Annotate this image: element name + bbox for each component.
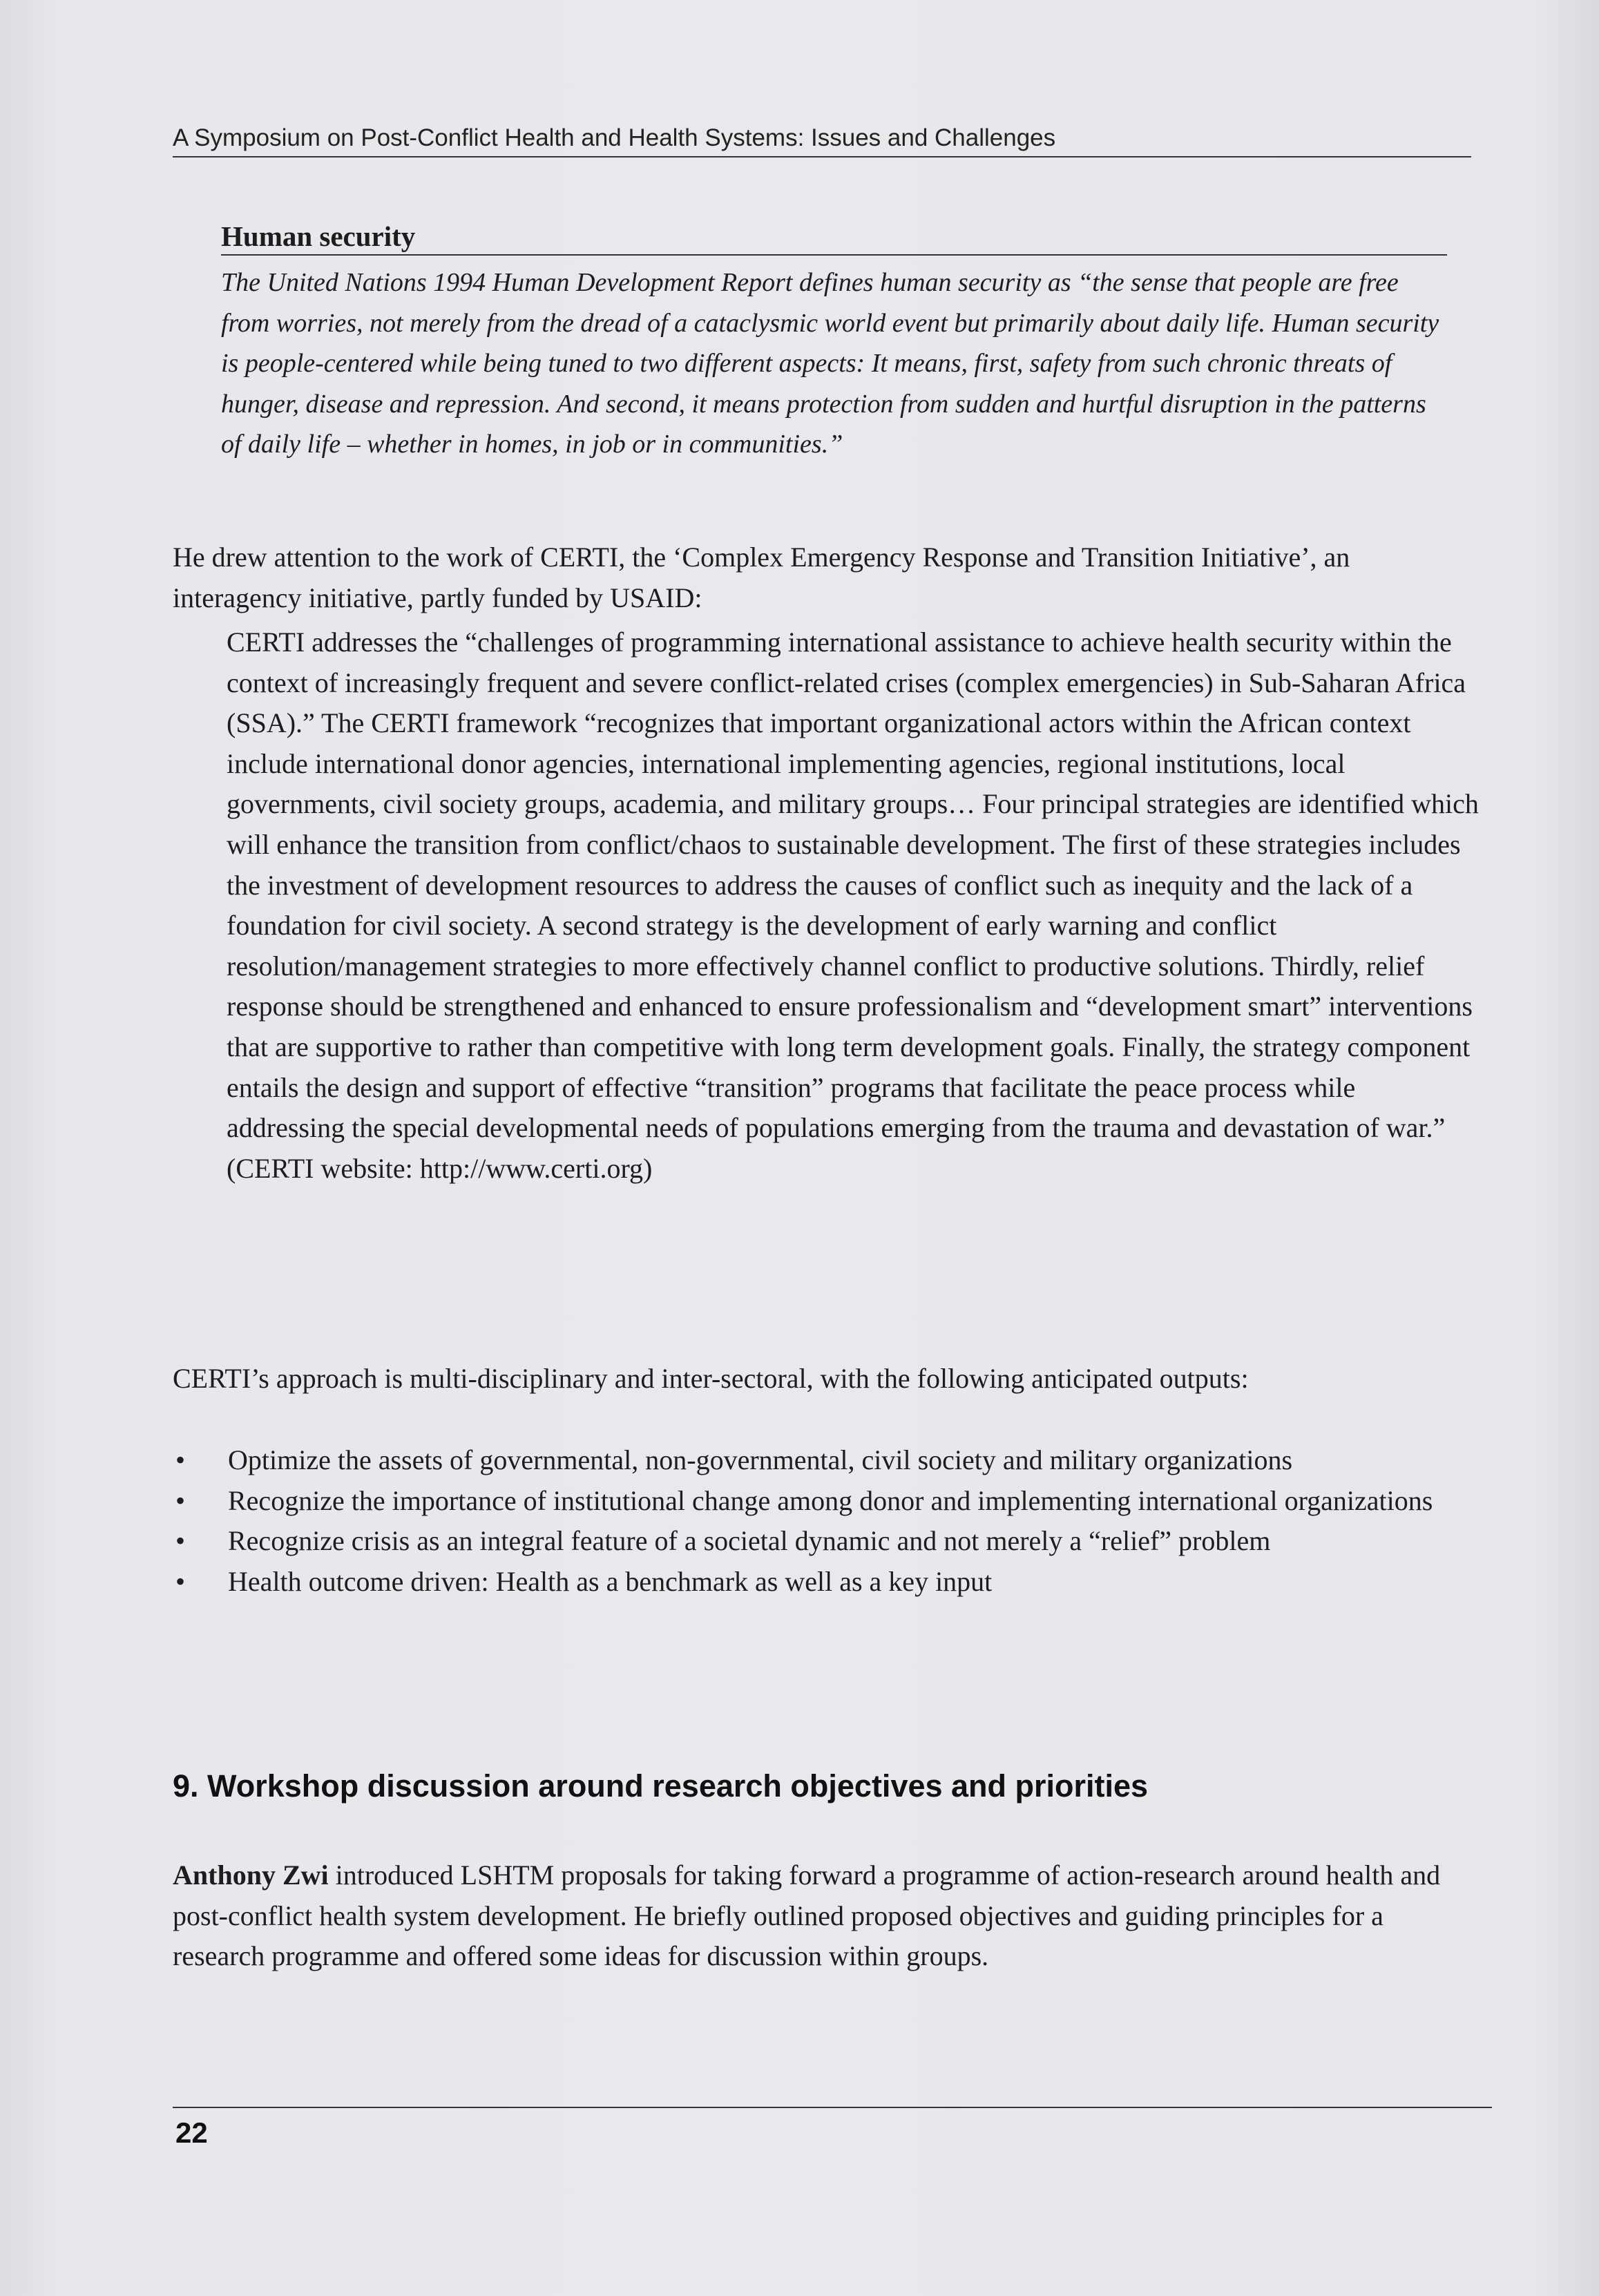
page-number: 22 <box>175 2116 208 2149</box>
list-item <box>173 1481 1471 1522</box>
box-text: The United Nations 1994 Human Development Report defines human security as “the sense that people are free from worries, not merely from the dread of a cataclysmic world event but primarily about daily life. Human security is people-centered while being tuned to two different aspects: It means, first, safety from such chronic threats of hunger, disease and repression. And second, it means protection from sudden and hurtful disruption in the patterns of daily life – whether in homes, in job or in communities.” <box>221 268 1439 459</box>
intro-paragraph: He drew attention to the work of CERTI, the ‘Complex Emergency Response and Transition Initiative’, an interagency initiative, partly funded by USAID: <box>173 542 1350 613</box>
list-item-text: Health outcome driven: Health as a benchmark as well as a key input <box>228 1565 993 1597</box>
list-item <box>173 1440 1471 1481</box>
list-item-text: Recognize crisis as an integral feature of a societal dynamic and not merely a “relief” problem <box>228 1525 1271 1556</box>
certi-quote: CERTI addresses the “challenges of programming international assistance to achieve health security within the context of increasingly frequent and severe conflict-related crises (complex emergencies) in Sub-Saharan Africa (SSA).” The CERTI framework “recognizes that important organizational actors within the African context include international donor agencies, international implementing agencies, regional institutions, local governments, civil society groups, academia, and military groups… Four principal strategies are identified which will enhance the transition from conflict/chaos to sustainable development. The first of these strategies includes the investment of development resources to address the causes of conflict such as inequity and the lack of a foundation for civil society. A second strategy is the development of early warning and conflict resolution/management strategies to more effectively channel conflict to productive solutions. Thirdly, relief response should be strengthened and enhanced to ensure professionalism and “development smart” interventions that are supportive to rather than competitive with long term development goals. Finally, the strategy component entails the design and support of effective “transition” programs that facilitate the peace process while addressing the special developmental needs of populations emerging from the trauma and devastation of war.” (CERTI website: http://www.certi.org) <box>227 626 1479 1184</box>
bullet-icon: • <box>175 1444 186 1475</box>
approach-paragraph: CERTI’s approach is multi-disciplinary and inter-sectoral, with the following anticipated outputs: <box>173 1363 1249 1394</box>
list-item-text: Recognize the importance of institutional change among donor and implementing international organizations <box>228 1484 1433 1516</box>
list-item-text: Optimize the assets of governmental, non-governmental, civil society and military organizations <box>228 1444 1293 1475</box>
section-heading: 9. Workshop discussion around research objectives and priorities <box>173 1768 1149 1804</box>
outputs-list <box>173 1440 1471 1602</box>
bullet-icon: • <box>175 1484 186 1516</box>
speaker-name: Anthony Zwi <box>173 1859 329 1891</box>
box-title: Human security <box>221 220 1447 256</box>
list-item <box>173 1521 1471 1562</box>
final-paragraph-text: introduced LSHTM proposals for taking forward a programme of action-research around health and post-conflict health system development. He briefly outlined proposed objectives and guiding principles for a research programme and offered some ideas for discussion within groups. <box>173 1859 1441 1971</box>
running-head: A Symposium on Post-Conflict Health and Health Systems: Issues and Challenges <box>173 124 1471 157</box>
final-paragraph <box>173 1855 1471 1977</box>
list-item <box>173 1562 1471 1603</box>
footer-rule <box>173 2107 1492 2108</box>
bullet-icon: • <box>175 1565 186 1597</box>
bullet-icon: • <box>175 1525 186 1556</box>
human-security-box <box>221 220 1447 465</box>
